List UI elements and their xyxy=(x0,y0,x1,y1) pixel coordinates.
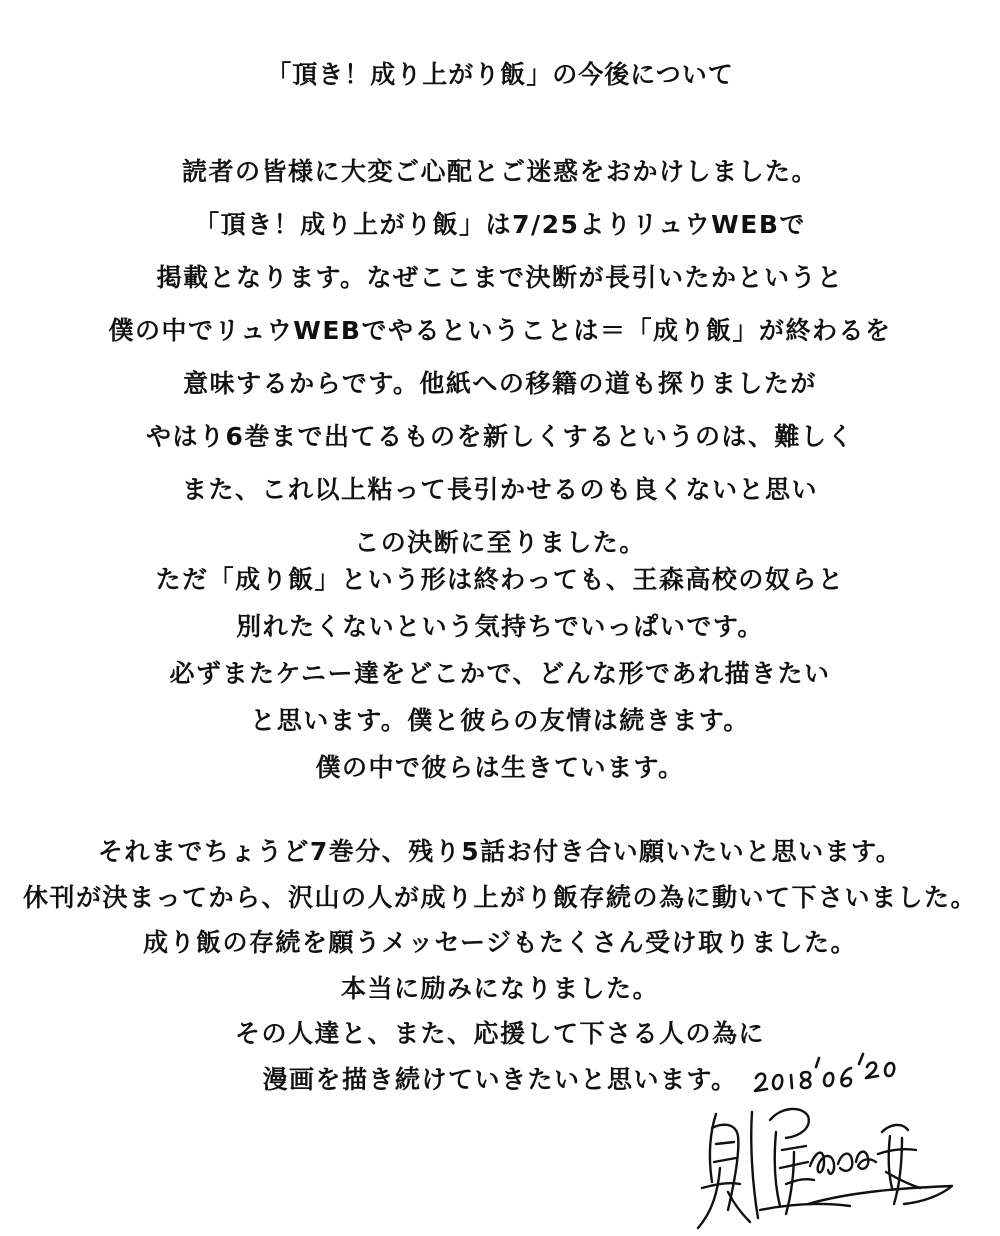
text-line: 意味するからです。他紙への移籍の道も探りましたが xyxy=(183,369,817,398)
text-line: この決断に至りました。 xyxy=(354,528,646,557)
text-line: やはり6巻まで出てるものを新しくするというのは、難しく xyxy=(146,422,854,451)
paragraph-1 xyxy=(0,145,1000,569)
text-line: 成り飯の存続を願うメッセージもたくさん受け取りました。 xyxy=(142,928,857,957)
text-line: 「頂き！成り上がり飯」は7/25よりリュウWEBで xyxy=(194,210,806,239)
text-line: ただ「成り飯」という形は終わっても、王森高校の奴らと xyxy=(155,565,845,594)
paragraph-2 xyxy=(0,556,1000,791)
text-line: と思います。僕と彼らの友情は続きます。 xyxy=(250,706,750,735)
text-line: 本当に励みになりました。 xyxy=(340,973,659,1003)
text-line: また、これ以上粘って長引かせるのも良くないと思い xyxy=(181,475,818,504)
text-line: 僕の中で彼らは生きています。 xyxy=(315,753,685,782)
text-line: 僕の中でリュウWEBでやるということは＝「成り飯」が終わるを xyxy=(108,316,892,345)
handwritten-date xyxy=(748,1048,928,1098)
text-line: 必ずまたケニー達をどこかで、どんな形であれ描きたい xyxy=(169,659,831,688)
text-line: 別れたくないという気持ちでいっぱいです。 xyxy=(236,612,764,641)
text-line: 読者の皆様に大変ご心配とご迷惑をおかけしました。 xyxy=(181,157,818,186)
document-title: 「頂き！成り上がり飯」の今後について xyxy=(266,60,734,89)
signature-image xyxy=(690,1092,960,1232)
text-line: その人達と、また、応援して下さる人の為に xyxy=(234,1019,765,1048)
text-line: 掲載となります。なぜここまで決断が長引いたかというと xyxy=(156,263,844,292)
text-line: 漫画を描き続けていきたいと思います。 xyxy=(262,1064,738,1094)
text-line: 休刊が決まってから、沢山の人が成り上がり飯存続の為に動いて下さいました。 xyxy=(22,882,977,912)
text-line: それまでちょうど7巻分、残り5話お付き合い願いたいと思います。 xyxy=(97,837,903,866)
